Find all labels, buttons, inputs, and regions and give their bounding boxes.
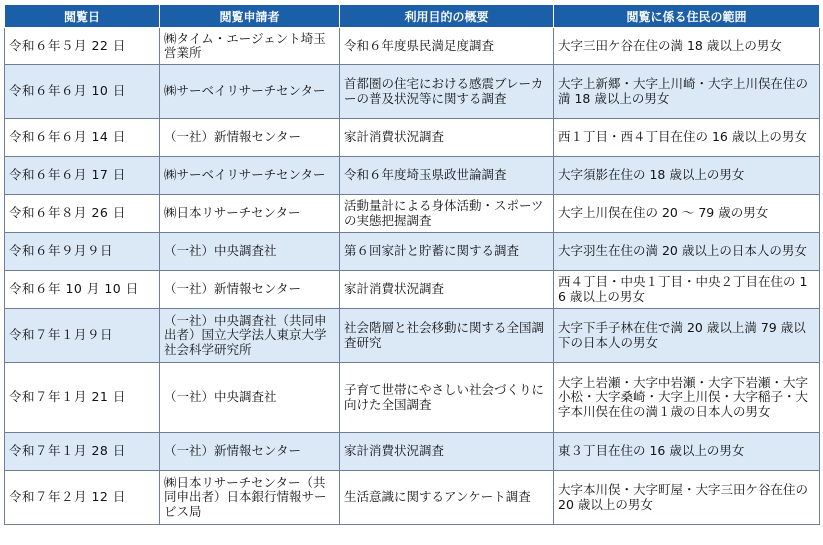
resident-scope-cell: 大字三田ケ谷在住の満 18 歳以上の男女 xyxy=(554,28,820,65)
purpose-cell: 家計消費状況調査 xyxy=(340,433,554,471)
viewing-date-cell: 令和７年２月 12 日 xyxy=(5,471,160,525)
applicant-cell: ㈱日本リサーチセンター（共同申出者）日本銀行情報サービス局 xyxy=(160,471,340,525)
applicant-cell: （一社）新情報センター xyxy=(160,271,340,309)
resident-scope-cell: 大字上新郷・大字上川崎・大字上川俣在住の満 18 歳以上の男女 xyxy=(554,65,820,119)
table-row xyxy=(5,65,820,119)
resident-scope-cell: 東３丁目在住の 16 歳以上の男女 xyxy=(554,433,820,471)
purpose-cell: 子育て世帯にやさしい社会づくりに向けた全国調査 xyxy=(340,363,554,433)
applicant-cell: （一社）中央調査社 xyxy=(160,233,340,271)
viewing-date-cell: 令和７年１月 21 日 xyxy=(5,363,160,433)
table-row xyxy=(5,28,820,65)
viewing-date-cell: 令和６年６月 14 日 xyxy=(5,119,160,157)
table-row xyxy=(5,309,820,363)
viewing-date-cell: 令和７年１月９日 xyxy=(5,309,160,363)
viewing-date-cell: 令和６年 10 月 10 日 xyxy=(5,271,160,309)
table-header-row xyxy=(5,5,820,28)
records-table-container xyxy=(4,4,819,525)
table-row xyxy=(5,363,820,433)
applicant-cell: （一社）新情報センター xyxy=(160,119,340,157)
table-row xyxy=(5,233,820,271)
applicant-cell: （一社）中央調査社（共同申出者）国立大学法人東京大学社会科学研究所 xyxy=(160,309,340,363)
purpose-cell: 家計消費状況調査 xyxy=(340,271,554,309)
viewing-date-cell: 令和６年６月 10 日 xyxy=(5,65,160,119)
resident-scope-cell: 西４丁目・中央１丁目・中央２丁目在住の 16 歳以上の男女 xyxy=(554,271,820,309)
resident-register-viewing-table xyxy=(4,4,820,525)
table-row xyxy=(5,157,820,195)
applicant-cell: ㈱サーベイリサーチセンター xyxy=(160,65,340,119)
viewing-date-cell: 令和６年５月 22 日 xyxy=(5,28,160,65)
resident-scope-cell: 大字上川俣在住の 20 ～ 79 歳の男女 xyxy=(554,195,820,233)
purpose-cell: 活動量計による身体活動・スポーツの実態把握調査 xyxy=(340,195,554,233)
applicant-cell: ㈱タイム・エージェント埼玉営業所 xyxy=(160,28,340,65)
table-row xyxy=(5,119,820,157)
resident-scope-cell: 大字須影在住の 18 歳以上の男女 xyxy=(554,157,820,195)
viewing-date-cell: 令和６年８月 26 日 xyxy=(5,195,160,233)
viewing-date-cell: 令和７年１月 28 日 xyxy=(5,433,160,471)
purpose-cell: 家計消費状況調査 xyxy=(340,119,554,157)
viewing-date-cell: 令和６年９月９日 xyxy=(5,233,160,271)
resident-scope-cell: 大字本川俣・大字町屋・大字三田ケ谷在住の 20 歳以上の男女 xyxy=(554,471,820,525)
table-row xyxy=(5,195,820,233)
purpose-cell: 社会階層と社会移動に関する全国調査研究 xyxy=(340,309,554,363)
purpose-cell: 令和６年度埼玉県政世論調査 xyxy=(340,157,554,195)
applicant-cell: （一社）新情報センター xyxy=(160,433,340,471)
resident-scope-cell: 大字上岩瀬・大字中岩瀬・大字下岩瀬・大字小松・大字桑崎・大字上川俣・大字稲子・大字本川俣在住の満１歳の日本人の男女 xyxy=(554,363,820,433)
resident-scope-cell: 大字下手子林在住で満 20 歳以上満 79 歳以下の日本人の男女 xyxy=(554,309,820,363)
purpose-cell: 第６回家計と貯蓄に関する調査 xyxy=(340,233,554,271)
column-header-purpose: 利用目的の概要 xyxy=(340,5,554,28)
applicant-cell: ㈱日本リサーチセンター xyxy=(160,195,340,233)
purpose-cell: 首都圏の住宅における感震ブレーカーの普及状況等に関する調査 xyxy=(340,65,554,119)
column-header-applicant: 閲覧申請者 xyxy=(160,5,340,28)
viewing-date-cell: 令和６年６月 17 日 xyxy=(5,157,160,195)
column-header-viewing-date: 閲覧日 xyxy=(5,5,160,28)
applicant-cell: ㈱サーベイリサーチセンター xyxy=(160,157,340,195)
table-row xyxy=(5,271,820,309)
table-row xyxy=(5,433,820,471)
table-row xyxy=(5,471,820,525)
purpose-cell: 生活意識に関するアンケート調査 xyxy=(340,471,554,525)
applicant-cell: （一社）中央調査社 xyxy=(160,363,340,433)
table-body xyxy=(5,28,820,525)
column-header-resident-scope: 閲覧に係る住民の範囲 xyxy=(554,5,820,28)
resident-scope-cell: 西１丁目・西４丁目在住の 16 歳以上の男女 xyxy=(554,119,820,157)
purpose-cell: 令和６年度県民満足度調査 xyxy=(340,28,554,65)
resident-scope-cell: 大字羽生在住の満 20 歳以上の日本人の男女 xyxy=(554,233,820,271)
